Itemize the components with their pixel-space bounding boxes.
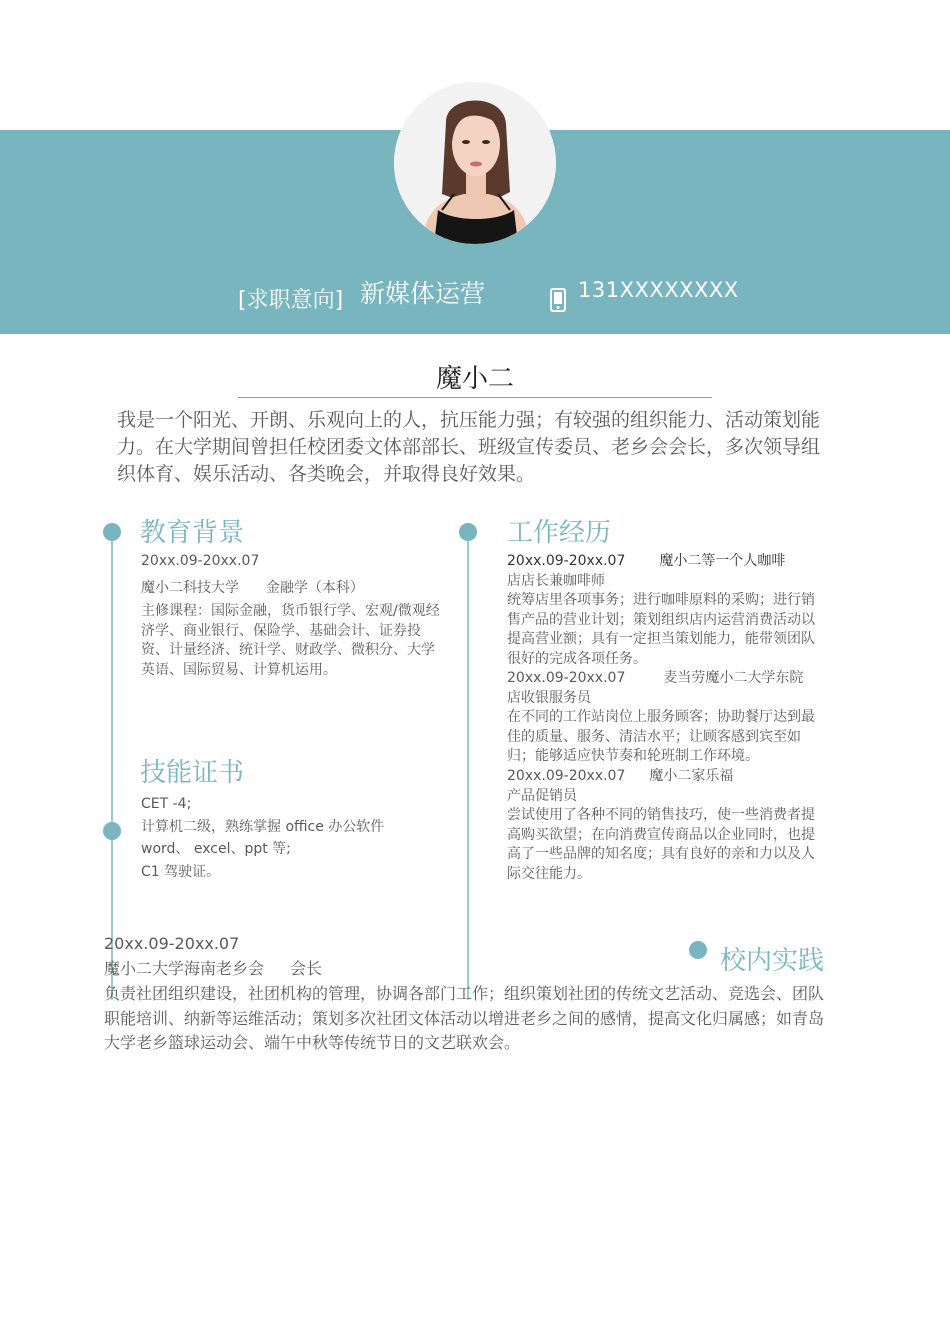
right-timeline-line [467,530,469,1000]
work-job-desc: 在不同的工作站岗位上服务顾客；协助餐厅达到最佳的质量、服务、清洁水平；让顾客感到宾至如归；能够适应快节奏和轮班制工作环境。 [507,709,815,764]
avatar-photo [394,82,556,244]
work-job-desc: 统筹店里各项事务；进行咖啡原料的采购；进行销售产品的营业计划；策划组织店内运营消费活动以提高营业额；具有一定担当策划能力，能带领团队很好的完成各项任务。 [507,592,815,667]
education-title: 教育背景 [140,518,245,548]
campus-role: 会长 [290,959,323,978]
campus-date: 20xx.09-20xx.07 [104,934,240,953]
work-job-company: 麦当劳魔小二大学东院 [663,670,804,686]
campus-org: 魔小二大学海南老乡会 [104,959,265,978]
work-job-role: 店收银服务员 [507,690,591,706]
education-date: 20xx.09-20xx.07 [141,553,260,569]
work-job-date: 20xx.09-20xx.07 [507,670,626,686]
work-dot [459,523,477,541]
skill-item: C1 驾驶证。 [141,863,221,880]
work-title: 工作经历 [507,518,612,548]
work-job-role: 产品促销员 [507,788,577,804]
education-major: 金融学（本科） [265,580,364,596]
education-school: 魔小二科技大学 [141,580,239,596]
work-job-role: 店店长兼咖啡师 [507,573,605,589]
name-divider [238,397,712,398]
left-timeline-line [111,530,113,1000]
work-job-date: 20xx.09-20xx.07 [507,553,626,569]
skill-item: 计算机二级，熟练掌握 office 办公软件 [141,818,385,835]
candidate-name: 魔小二 [435,364,514,394]
work-job-1-header [507,552,785,572]
campus-org-row [104,957,826,982]
work-job-3-header [507,767,733,787]
avatar [394,82,556,244]
education-dot [103,523,121,541]
campus-title: 校内实践 [720,946,825,976]
work-job-date: 20xx.09-20xx.07 [507,768,626,784]
campus-desc: 负责社团组织建设，社团机构的管理，协调各部门工作；组织策划社团的传统文艺活动、竞选会、团队职能培训、纳新等运维活动；策划多次社团文体活动以增进老乡之间的感情，提高文化归属感；如青岛大学老乡篮球运动会、端午中秋等传统节日的文艺联欢会。 [104,984,825,1052]
skills-list [141,793,384,883]
work-job-desc: 尝试使用了各种不同的销售技巧，使一些消费者提高购买欲望；在向消费宣传商品以企业同时，也提高了一些品牌的知名度；具有良好的亲和力以及人际交往能力。 [507,807,815,882]
skill-item: word、 excel、ppt 等; [141,841,291,857]
skill-item: CET -4; [141,796,192,812]
job-intent-value: 新媒体运营 [360,279,486,308]
self-introduction: 我是一个阳光、开朗、乐观向上的人，抗压能力强；有较强的组织能力、活动策划能力。在大学期间曾担任校团委文体部部长、班级宣传委员、老乡会会长，多次领导组织体育、娱乐活动、各类晚会，并取得良好效果。 [117,409,821,485]
education-school-row [141,579,364,599]
skills-title: 技能证书 [140,758,245,788]
job-intent-label: [求职意向] [238,288,344,313]
skills-dot [103,822,121,840]
education-courses: 主修课程：国际金融，货币银行学、宏观/微观经济学、商业银行、保险学、基础会计、证券投资、计量经济、统计学、财政学、微积分、大学英语、国际贸易、计算机运用。 [141,603,440,678]
work-job-company: 魔小二家乐福 [649,768,734,784]
work-job-2-header [507,669,803,689]
phone-icon [550,288,566,312]
work-job-company: 魔小二等一个人咖啡 [659,553,786,569]
phone-number: 131XXXXXXXX [578,278,739,302]
